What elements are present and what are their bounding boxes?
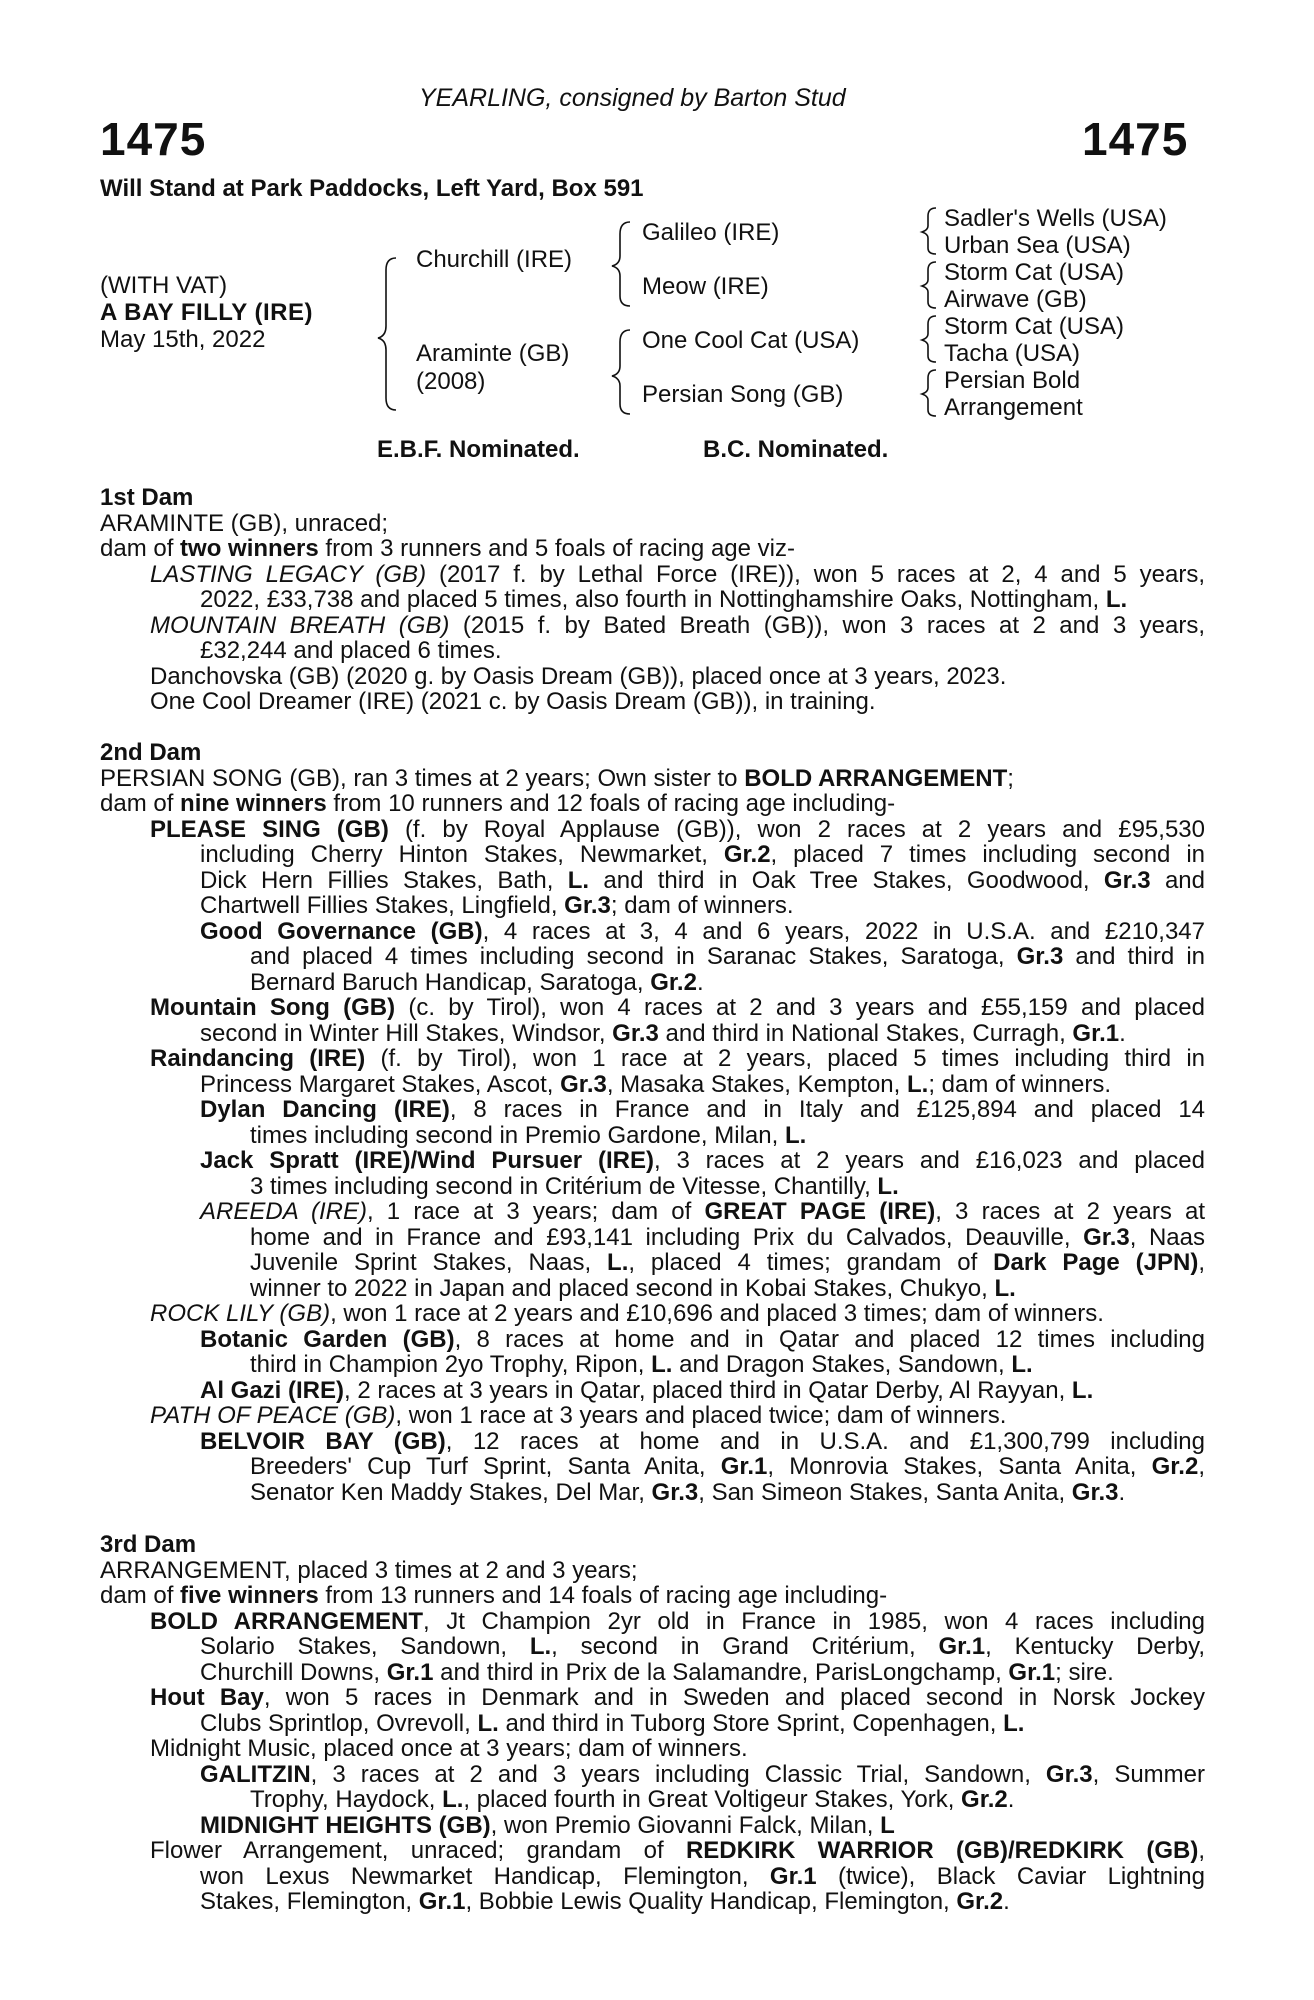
produce-line: Stakes, Flemington, Gr.1, Bobbie Lewis Quality Handicap, Flemington, Gr.2. (200, 1888, 1010, 1915)
pedigree-dsd: Tacha (USA) (944, 340, 1081, 367)
stand-location: Will Stand at Park Paddocks, Left Yard, Box 591 (100, 175, 644, 202)
produce-line: Dylan Dancing (IRE), 8 races in France and in Italy and £125,894 and placed 14 (200, 1096, 1206, 1123)
produce-line: Mountain Song (GB) (c. by Tirol), won 4 races at 2 and 3 years and £55,159 and placed (150, 994, 1206, 1021)
produce-line: Juvenile Sprint Stakes, Naas, L., placed 4 times; grandam of Dark Page (JPN), (250, 1249, 1205, 1276)
date-of-birth: May 15th, 2022 (100, 326, 266, 353)
pedigree-dds: Persian Bold (944, 367, 1081, 394)
produce-line: Midnight Music, placed once at 3 years; dam of winners. (150, 1735, 748, 1762)
produce-line: MOUNTAIN BREATH (GB) (2015 f. by Bated Breath (GB)), won 3 races at 2 and 3 years, (150, 611, 1205, 639)
produce-line: third in Champion 2yo Trophy, Ripon, L. and Dragon Stakes, Sandown, L. (250, 1351, 1033, 1378)
dam-line: PERSIAN SONG (GB), ran 3 times at 2 years; Own sister to BOLD ARRANGEMENT; (100, 764, 1014, 792)
pedigree-sdd: Airwave (GB) (944, 286, 1087, 313)
produce-line: Danchovska (GB) (2020 g. by Oasis Dream (GB)), placed once at 3 years, 2023. (150, 662, 1007, 690)
produce-line: Solario Stakes, Sandown, L., second in Grand Critérium, Gr.1, Kentucky Derby, (200, 1633, 1205, 1660)
produce-line: Hout Bay, won 5 races in Denmark and in Sweden and placed second in Norsk Jockey (150, 1684, 1206, 1711)
produce-line: Flower Arrangement, unraced; grandam of REDKIRK WARRIOR (GB)/REDKIRK (GB), (150, 1837, 1205, 1864)
pedigree-sss: Sadler's Wells (USA) (944, 205, 1167, 232)
pedigree-sire-sire: Galileo (IRE) (642, 219, 780, 246)
produce-line: Trophy, Haydock, L., placed fourth in Great Voltigeur Stakes, York, Gr.2. (250, 1786, 1015, 1813)
pedigree-dam-dam: Persian Song (GB) (642, 381, 844, 408)
produce-line: 2022, £33,738 and placed 5 times, also fourth in Nottinghamshire Oaks, Nottingham, L. (200, 586, 1128, 613)
produce-line: home and in France and £93,141 including Prix du Calvados, Deauville, Gr.3, Naas (250, 1223, 1205, 1251)
pedigree-dam-sire: One Cool Cat (USA) (642, 327, 860, 354)
produce-line: BELVOIR BAY (GB), 12 races at home and in U.S.A. and £1,300,799 including (200, 1427, 1205, 1455)
produce-summary: dam of five winners from 13 runners and 14 foals of racing age including- (100, 1582, 888, 1609)
vat-note: (WITH VAT) (100, 272, 228, 299)
produce-line: Chartwell Fillies Stakes, Lingfield, Gr.3; dam of winners. (200, 892, 794, 919)
produce-line: Good Governance (GB), 4 races at 3, 4 and 6 years, 2022 in U.S.A. and £210,347 (200, 917, 1205, 945)
bc-nomination: B.C. Nominated. (703, 436, 889, 463)
pedigree-sire: Churchill (IRE) (416, 246, 573, 273)
produce-line: £32,244 and placed 6 times. (200, 637, 502, 664)
pedigree-dam: Araminte (GB) (416, 340, 570, 367)
produce-line: GALITZIN, 3 races at 2 and 3 years including Classic Trial, Sandown, Gr.3, Summer (200, 1760, 1205, 1788)
produce-summary: dam of nine winners from 10 runners and 12 foals of racing age including- (100, 790, 896, 817)
pedigree-dss: Storm Cat (USA) (944, 313, 1125, 340)
produce-line: Princess Margaret Stakes, Ascot, Gr.3, Masaka Stakes, Kempton, L.; dam of winners. (200, 1070, 1112, 1098)
produce-line: and placed 4 times including second in Saranac Stakes, Saratoga, Gr.3 and third in (250, 943, 1205, 970)
produce-line: BOLD ARRANGEMENT, Jt Champion 2yr old in France in 1985, won 4 races including (150, 1607, 1205, 1635)
lot-number-left: 1475 (100, 113, 207, 165)
pedigree-sds: Storm Cat (USA) (944, 259, 1125, 286)
produce-line: won Lexus Newmarket Handicap, Flemington, Gr.1 (twice), Black Caviar Lightning (200, 1862, 1206, 1890)
produce-line: Raindancing (IRE) (f. by Tirol), won 1 race at 2 years, placed 5 times including third in (150, 1045, 1205, 1072)
produce-line: Breeders' Cup Turf Sprint, Santa Anita, Gr.1, Monrovia Stakes, Santa Anita, Gr.2, (250, 1453, 1205, 1480)
produce-line: times including second in Premio Gardone, Milan, L. (250, 1121, 807, 1149)
first-dam-section (100, 485, 1205, 715)
ebf-nomination: E.B.F. Nominated. (377, 436, 580, 463)
lot-name: A BAY FILLY (IRE) (100, 299, 313, 326)
produce-line: Dick Hern Fillies Stakes, Bath, L. and third in Oak Tree Stakes, Goodwood, Gr.3 and (200, 866, 1205, 894)
produce-line: MIDNIGHT HEIGHTS (GB), won Premio Giovanni Falck, Milan, L (200, 1811, 895, 1839)
third-dam-section (100, 1532, 1205, 1915)
produce-line: including Cherry Hinton Stakes, Newmarket, Gr.2, placed 7 times including second in (200, 841, 1206, 868)
produce-line: Jack Spratt (IRE)/Wind Pursuer (IRE), 3 races at 2 years and £16,023 and placed (200, 1147, 1206, 1174)
section-title: 2nd Dam (100, 739, 202, 766)
produce-line: Senator Ken Maddy Stakes, Del Mar, Gr.3, San Simeon Stakes, Santa Anita, Gr.3. (250, 1478, 1126, 1506)
produce-line: Clubs Sprintlop, Ovrevoll, L. and third in Tuborg Store Sprint, Copenhagen, L. (200, 1709, 1025, 1737)
section-title: 3rd Dam (100, 1531, 197, 1558)
pedigree-ssd: Urban Sea (USA) (944, 232, 1131, 259)
pedigree-dam-year: (2008) (416, 368, 486, 395)
section-title: 1st Dam (100, 484, 194, 511)
lot-number-right: 1475 (1082, 113, 1189, 165)
produce-summary: dam of two winners from 3 runners and 5 foals of racing age viz- (100, 535, 795, 562)
produce-line: PLEASE SING (GB) (f. by Royal Applause (GB)), won 2 races at 2 years and £95,530 (150, 815, 1205, 843)
second-dam-section (100, 740, 1205, 1505)
produce-line: winner to 2022 in Japan and placed second in Kobai Stakes, Chukyo, L. (250, 1274, 1016, 1302)
produce-line: One Cool Dreamer (IRE) (2021 c. by Oasis Dream (GB)), in training. (150, 688, 876, 715)
produce-line: ROCK LILY (GB), won 1 race at 2 years and £10,696 and placed 3 times; dam of winners. (150, 1300, 1104, 1327)
produce-line: Churchill Downs, Gr.1 and third in Prix de la Salamandre, ParisLongchamp, Gr.1; sire. (200, 1658, 1114, 1686)
produce-line: 3 times including second in Critérium de Vitesse, Chantilly, L. (250, 1172, 899, 1200)
produce-line: PATH OF PEACE (GB), won 1 race at 3 years and placed twice; dam of winners. (150, 1402, 1007, 1429)
pedigree-sire-dam: Meow (IRE) (642, 273, 769, 300)
produce-line: Bernard Baruch Handicap, Saratoga, Gr.2. (250, 968, 704, 996)
consignment-line: YEARLING, consigned by Barton Stud (419, 84, 846, 112)
pedigree-ddd: Arrangement (944, 394, 1083, 421)
produce-line: second in Winter Hill Stakes, Windsor, Gr.3 and third in National Stakes, Curragh, Gr.1. (200, 1019, 1126, 1047)
produce-line: AREEDA (IRE), 1 race at 3 years; dam of GREAT PAGE (IRE), 3 races at 2 years at (200, 1198, 1205, 1225)
dam-line: ARRANGEMENT, placed 3 times at 2 and 3 years; (100, 1556, 638, 1584)
produce-line: Al Gazi (IRE), 2 races at 3 years in Qatar, placed third in Qatar Derby, Al Rayyan, L. (200, 1376, 1094, 1404)
dam-line: ARAMINTE (GB), unraced; (100, 509, 389, 537)
produce-line: Botanic Garden (GB), 8 races at home and in Qatar and placed 12 times including (200, 1325, 1205, 1353)
produce-line: LASTING LEGACY (GB) (2017 f. by Lethal Force (IRE)), won 5 races at 2, 4 and 5 years, (150, 560, 1205, 588)
